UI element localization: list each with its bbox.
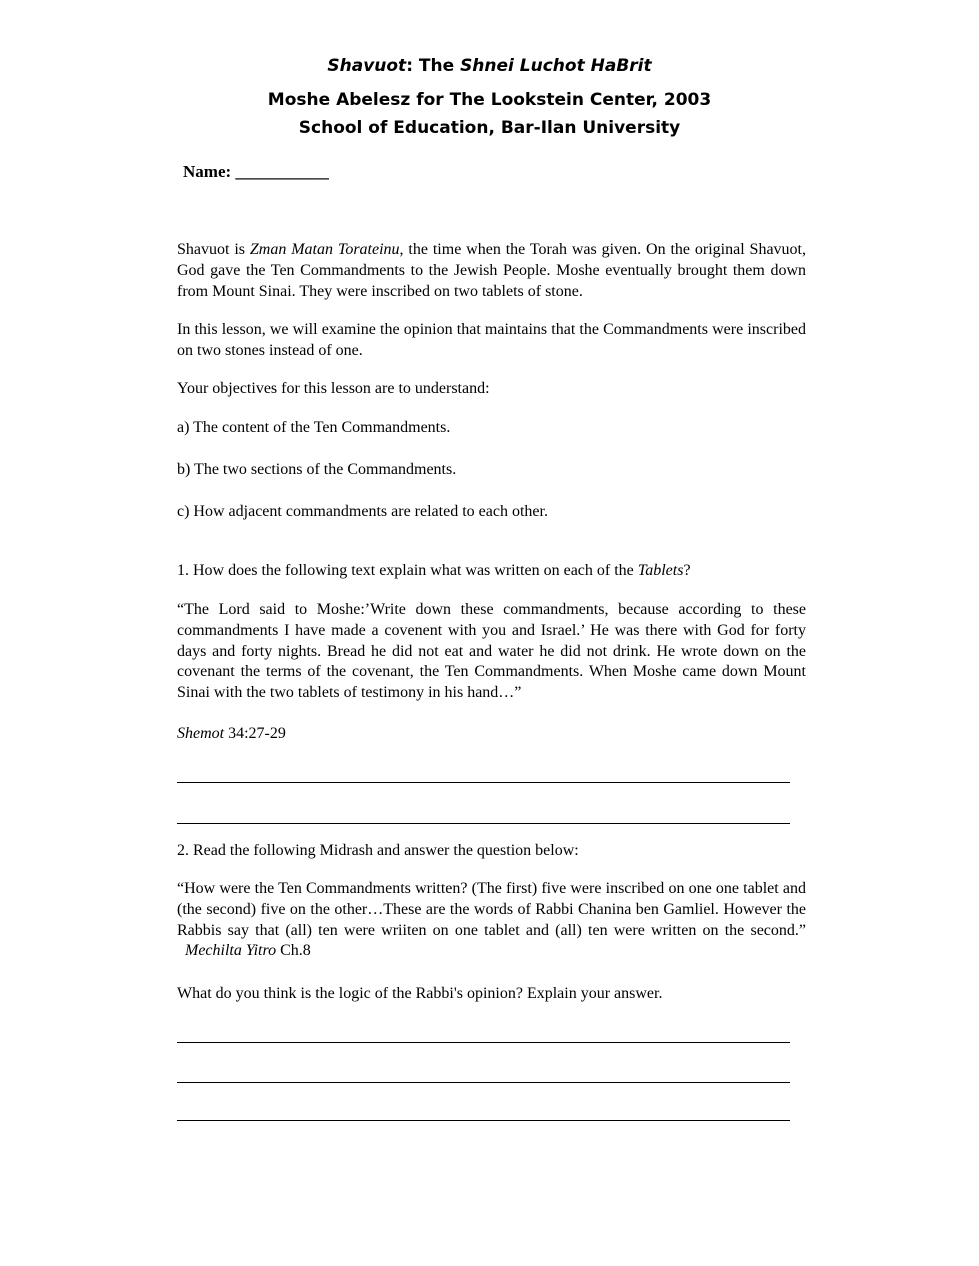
q2-quote-text: “How were the Ten Commandments written? (The first) five were inscribed on one one tablet and (the second) five on the other…These are the words of Rabbi Chanina ben Gamliel. However the Rabbis say that (all) ten were wriiten on one tablet and (all) ten were written on the second.” (177, 880, 806, 939)
q2-source-gap (177, 942, 185, 959)
intro-paragraph-2: In this lesson, we will examine the opinion that maintains that the Commandments were inscribed on two stones instead of one. (177, 321, 806, 359)
title-connector: : The (406, 56, 461, 76)
intro-paragraph-1 (177, 240, 806, 302)
question-1-prompt (177, 561, 806, 582)
title-shnei-luchot: Shnei Luchot HaBrit (460, 56, 652, 76)
name-field (183, 161, 329, 183)
page-title (0, 55, 979, 77)
answer-line[interactable] (177, 1082, 790, 1083)
question-1-quote: “The Lord said to Moshe:’Write down these commandments, because according to these commandments I have made a covenent with you and Israel.’ He was there with God for forty days and forty nights. Bread he did not eat and water he did not drink. He wrote down on the covenant the terms of the covenant, the Ten Commandments. When Moshe came down Mount Sinai with the two tablets of testimony in his hand…” (177, 601, 806, 702)
answer-line[interactable] (177, 823, 790, 824)
q1-source-book: Shemot (177, 725, 225, 742)
objective-item: a) The content of the Ten Commandments. (177, 419, 451, 436)
q1-prompt-end: ? (683, 562, 691, 579)
objectives-lead: Your objectives for this lesson are to understand: (177, 380, 490, 397)
intro-p1-rest: , the time when the Torah was given. On the original Shavuot, God gave the Ten Commandments to the Jewish People. Moshe eventually brought them down from Mount Sinai. They were inscribed on two tablets of stone. (177, 241, 807, 300)
intro-p1-term: Zman Matan Torateinu (249, 241, 400, 258)
q1-prompt-term: Tablets (637, 562, 684, 579)
q1-prompt-start: 1. How does the following text explain what was written on each of the (177, 562, 638, 579)
name-label: Name: (183, 162, 232, 181)
question-2-followup: What do you think is the logic of the Rabbi's opinion? Explain your answer. (177, 985, 663, 1002)
answer-line[interactable] (177, 782, 790, 783)
question-1-source (177, 724, 806, 745)
question-2-quote (177, 879, 806, 962)
answer-line[interactable] (177, 1042, 790, 1043)
q2-source-ref: Ch.8 (276, 942, 311, 960)
name-blank[interactable]: ___________ (235, 162, 329, 181)
title-shavuot: Shavuot (327, 56, 407, 76)
question-2-prompt: 2. Read the following Midrash and answer the question below: (177, 842, 579, 859)
intro-p1-start: Shavuot is (177, 241, 250, 258)
author-line: Moshe Abelesz for The Lookstein Center, 2003 (267, 90, 712, 110)
institution-line: School of Education, Bar-Ilan University (298, 118, 681, 138)
objective-item: c) How adjacent commandments are related to each other. (177, 503, 548, 520)
answer-line[interactable] (177, 1120, 790, 1121)
q2-source-book: Mechilta Yitro (185, 942, 277, 960)
q1-source-ref: 34:27-29 (224, 725, 286, 742)
objective-item: b) The two sections of the Commandments. (177, 461, 457, 478)
